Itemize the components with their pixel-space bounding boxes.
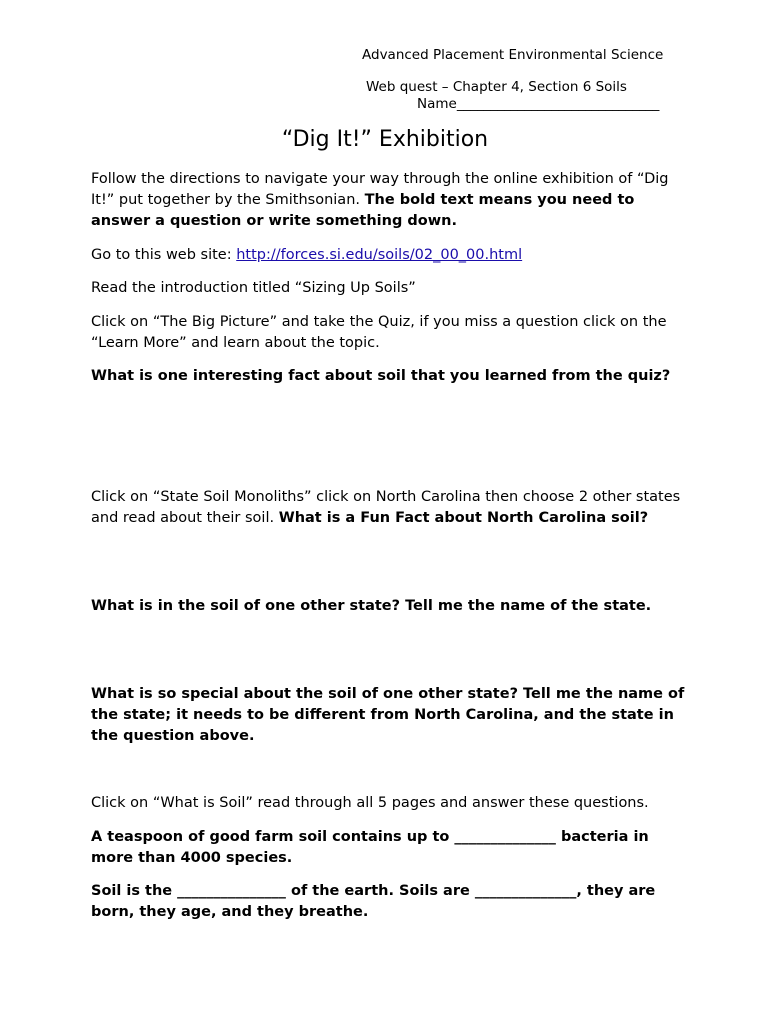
read-intro-instruction: Read the introduction titled “Sizing Up Soils” (91, 280, 416, 296)
what-is-soil-instruction: Click on “What is Soil” read through all 5 pages and answer these questions. (91, 795, 649, 811)
website-paragraph (91, 245, 691, 266)
question-nc-fun-fact: What is a Fun Fact about North Carolina soil? (278, 510, 649, 526)
monoliths-paragraph (91, 487, 691, 529)
question-interesting-fact: What is one interesting fact about soil that you learned from the quiz? (91, 368, 671, 384)
webquest-subtitle: Web quest – Chapter 4, Section 6 Soils (366, 79, 627, 95)
question-bacteria-fill-in: A teaspoon of good farm soil contains up to ______________ bacteria in more than 4000 species. (91, 829, 649, 866)
big-picture-instruction: Click on “The Big Picture” and take the Quiz, if you miss a question click on the “Learn More” and learn about the topic. (91, 314, 667, 351)
intro-bold-instruction: The bold text means you need to answer a question or write something down. (91, 192, 635, 229)
intro-text: Follow the directions to navigate your way through the online exhibition of “Dig It!” put together by the Smithsonian. (91, 171, 669, 208)
intro-paragraph (91, 169, 691, 232)
question-other-state-soil: What is in the soil of one other state? Tell me the name of the state. (91, 598, 652, 614)
name-field[interactable]: Name______________________________ (417, 96, 660, 112)
monoliths-text: Click on “State Soil Monoliths” click on North Carolina then choose 2 other states and read about their soil. (91, 489, 681, 526)
website-prefix: Go to this web site: (91, 247, 237, 263)
question-special-state-soil: What is so special about the soil of one other state? Tell me the name of the state; it needs to be different from North Carolina, and the state in the question above. (91, 686, 685, 744)
course-title: Advanced Placement Environmental Science (362, 47, 664, 63)
website-link[interactable]: http://forces.si.edu/soils/02_00_00.html (236, 247, 523, 263)
page-title: “Dig It!” Exhibition (281, 127, 489, 152)
question-soil-fill-in: Soil is the _______________ of the earth. Soils are ______________, they are born, they age, and they breathe. (91, 883, 656, 920)
